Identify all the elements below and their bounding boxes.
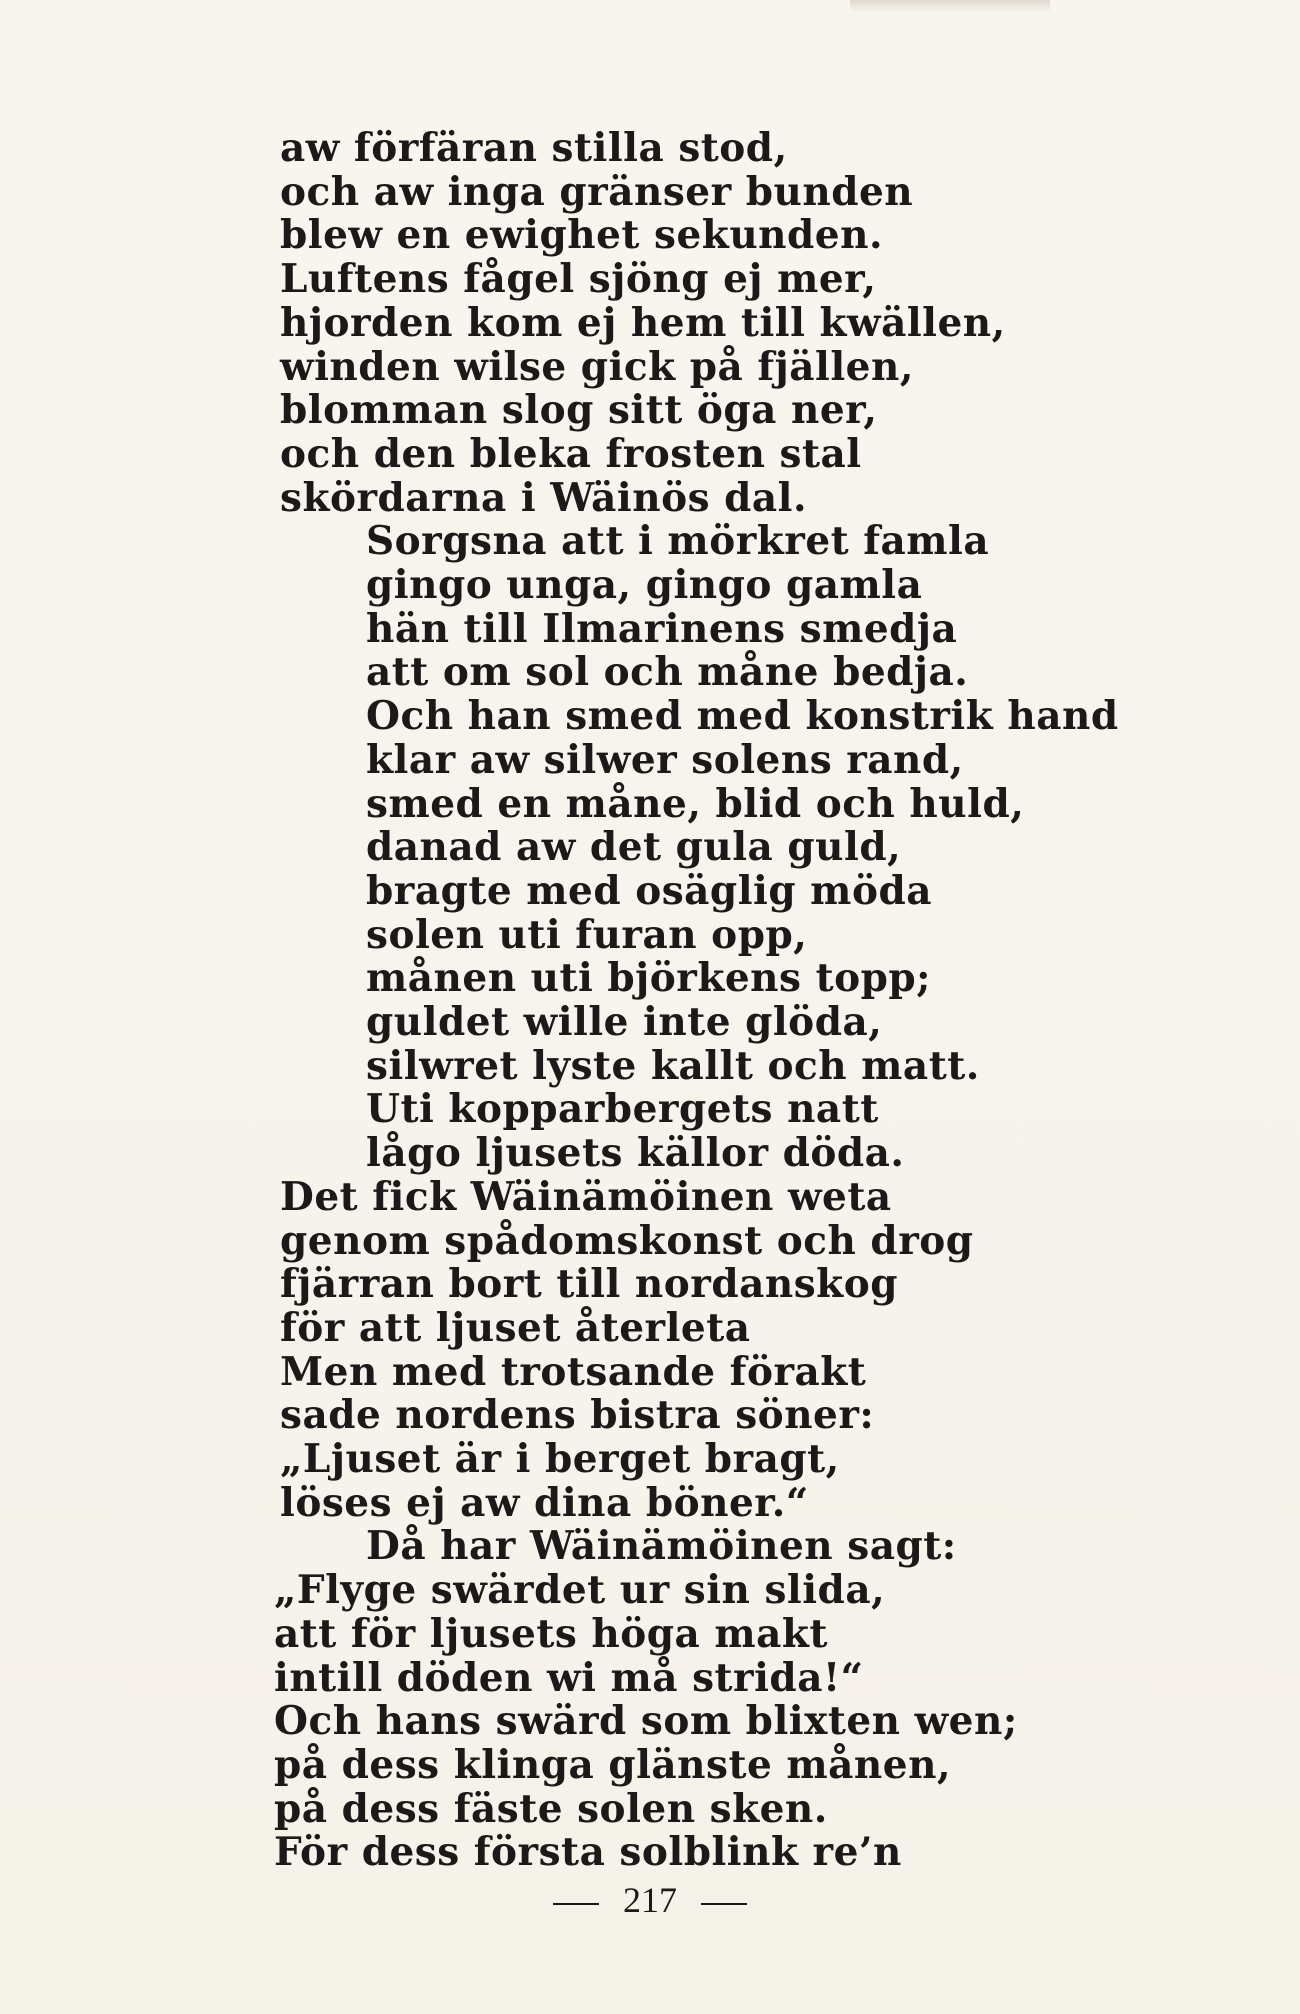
poem-line: bragte med osäglig möda (366, 868, 932, 914)
poem-line: aw förfäran stilla stod, (280, 125, 788, 171)
poem-line: blew en ewighet sekunden. (280, 212, 884, 258)
poem-line: Och hans swärd som blixten wen; (274, 1698, 1018, 1744)
poem-line: blomman slog sitt öga ner, (280, 387, 878, 433)
poem-line: guldet wille inte glöda, (366, 999, 883, 1045)
poem-line: „Flyge swärdet ur sin slida, (274, 1567, 886, 1613)
poem-line: hjorden kom ej hem till kwällen, (280, 300, 1006, 346)
page-edge-stain (850, 0, 1050, 12)
poem-line: skördarna i Wäinös dal. (280, 475, 808, 521)
poem-line: hän till Ilmarinens smedja (366, 606, 958, 652)
poem-line: löses ej aw dina böner.“ (280, 1480, 809, 1526)
poem-line: silwret lyste kallt och matt. (366, 1043, 980, 1089)
poem-line: gingo unga, gingo gamla (366, 562, 923, 608)
poem-line: på dess fäste solen sken. (274, 1786, 828, 1832)
poem-line: månen uti björkens topp; (366, 955, 932, 1001)
poem-line: på dess klinga glänste månen, (274, 1742, 952, 1788)
poem-line: lågo ljusets källor döda. (366, 1130, 905, 1176)
poem-line: Då har Wäinämöinen sagt: (366, 1523, 957, 1569)
poem-line: att för ljusets höga makt (274, 1611, 828, 1657)
poem-line: Uti kopparbergets natt (366, 1086, 879, 1132)
poem-line: solen uti furan opp, (366, 912, 808, 958)
poem-line: smed en måne, blid och huld, (366, 781, 1025, 827)
footer-dash-right (701, 1903, 747, 1905)
poem-line: „Ljuset är i berget bragt, (280, 1436, 840, 1482)
poem-line: Och han smed med konstrik hand (366, 693, 1119, 739)
poem-line: winden wilse gick på fjällen, (280, 344, 914, 390)
poem-line: Det fick Wäinämöinen weta (280, 1174, 892, 1220)
poem-line: danad aw det gula guld, (366, 824, 902, 870)
page-footer (0, 1879, 1300, 1921)
poem-line: att om sol och måne bedja. (366, 649, 969, 695)
page-number: 217 (623, 1880, 677, 1920)
poem-line: klar aw silwer solens rand, (366, 737, 964, 783)
footer-dash-left (553, 1903, 599, 1905)
poem-line: Luftens fågel sjöng ej mer, (280, 256, 877, 302)
poem-line: och aw inga gränser bunden (280, 169, 914, 215)
poem-line: genom spådomskonst och drog (280, 1218, 974, 1264)
poem-line: intill döden wi må strida!“ (274, 1655, 864, 1701)
poem-line: fjärran bort till nordanskog (280, 1261, 898, 1307)
poem-line: och den bleka frosten stal (280, 431, 862, 477)
poem-line: sade nordens bistra söner: (280, 1392, 875, 1438)
poem-line: Sorgsna att i mörkret famla (366, 518, 990, 564)
poem-line: Men med trotsande förakt (280, 1349, 867, 1395)
poem-line: För dess första solblink re’n (274, 1829, 902, 1875)
poem-line: för att ljuset återleta (280, 1305, 751, 1351)
